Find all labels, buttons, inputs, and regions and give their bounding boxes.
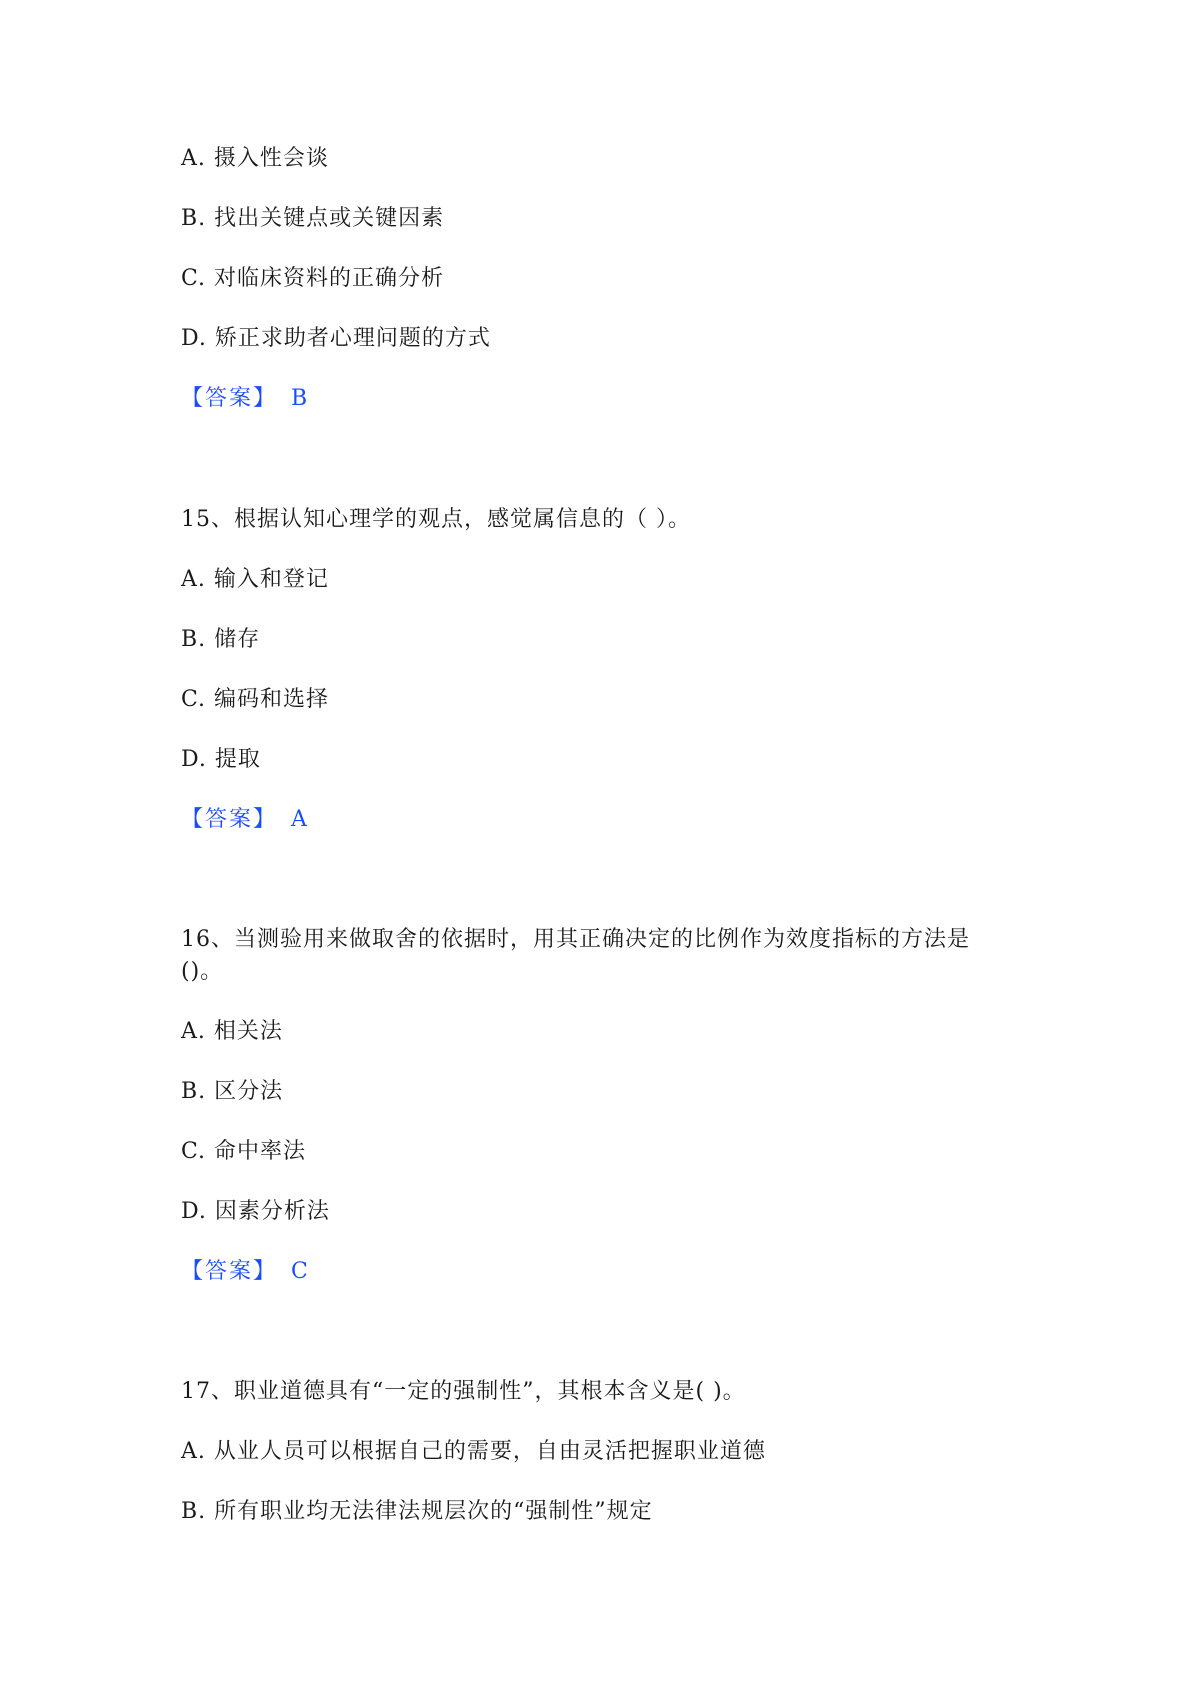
option-b: B. 区分法 — [181, 1079, 284, 1104]
option-a: A. 相关法 — [181, 1019, 283, 1044]
question-text: 16、当测验用来做取舍的依据时，用其正确决定的比例作为效度指标的方法是 — [181, 927, 970, 952]
question-text: 17、职业道德具有“一定的强制性”，其根本含义是( )。 — [181, 1379, 746, 1404]
option-c: C. 对临床资料的正确分析 — [181, 266, 445, 291]
option-b: B. 找出关键点或关键因素 — [181, 206, 445, 231]
option-d: D. 提取 — [181, 747, 261, 772]
option-b: B. 储存 — [181, 627, 261, 652]
answer-value: B — [291, 386, 308, 411]
option-d: D. 因素分析法 — [181, 1199, 330, 1224]
option-a: A. 摄入性会谈 — [181, 146, 329, 171]
answer-value: A — [291, 807, 307, 832]
answer-line — [181, 1257, 308, 1287]
option-a: A. 从业人员可以根据自己的需要，自由灵活把握职业道德 — [181, 1439, 766, 1464]
question-text-continued: ()。 — [181, 959, 224, 984]
option-c: C. 命中率法 — [181, 1139, 307, 1164]
answer-line — [181, 805, 307, 835]
option-a: A. 输入和登记 — [181, 567, 329, 592]
option-d: D. 矫正求助者心理问题的方式 — [181, 326, 491, 351]
answer-line — [181, 384, 307, 414]
answer-label: 【答案】 — [181, 1259, 278, 1284]
option-c: C. 编码和选择 — [181, 687, 330, 712]
option-b: B. 所有职业均无法律法规层次的“强制性”规定 — [181, 1499, 653, 1524]
question-text: 15、根据认知心理学的观点，感觉属信息的（ ）。 — [181, 507, 691, 532]
answer-label: 【答案】 — [181, 386, 278, 411]
answer-value: C — [291, 1259, 308, 1284]
answer-label: 【答案】 — [181, 807, 278, 832]
